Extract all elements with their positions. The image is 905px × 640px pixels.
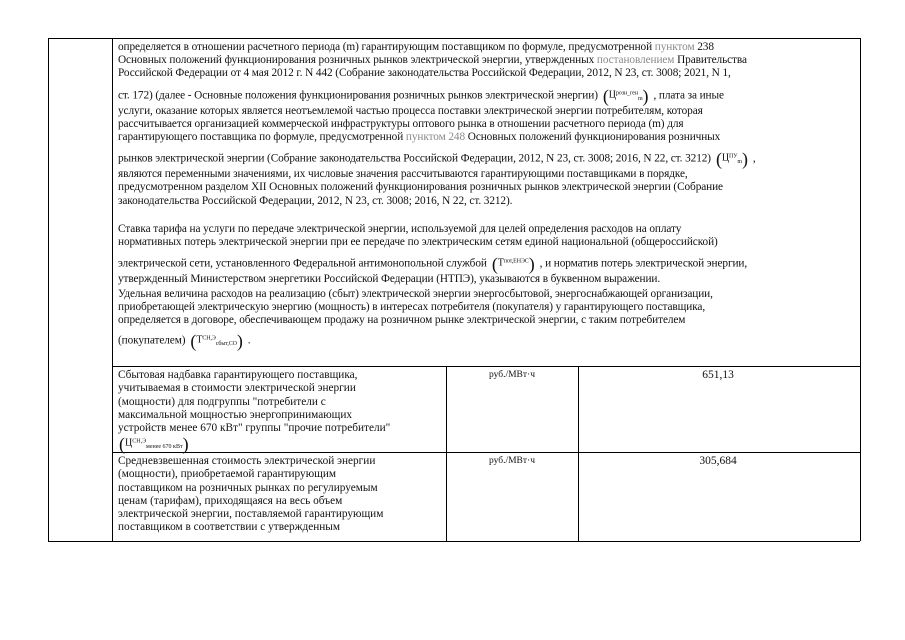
column-divider-value [578,366,579,541]
bottom-border [48,541,860,542]
formula-price-services: $(Ц^{ПУ}_m)$ [715,149,748,170]
formula-sales-cost: $(Т^{СН,Э}_{сбыт,СО})$ [190,330,243,351]
p1-line11: законодательства Российской Федерации, 2012, N 23, ст. 3008; 2016, N 22, ст. 3212). [118,194,513,207]
p1-line7: гарантирующего поставщика по формуле, предусмотренной пунктом 248 Основных положений функционирования розничных [118,131,721,144]
p1-line9: являются переменными значениями, их числовые значения рассчитываются гарантирующими поставщиками в порядке, [118,168,688,181]
p3-line1: Удельная величина расходов на реализацию (сбыт) электрической энергии энергосбытовой, энергоснабжающей организации, [118,288,713,300]
p2-line4: утвержденный Министерством энергетики Российской Федерации (НТПЭ), указываются в буквенном выражении. [118,273,661,286]
row2-value: 305,684 [699,455,737,467]
p3-line3: определяется в договоре, обеспечивающем продажу на розничном рынке электрической энергии, с таким потребителем [118,314,686,327]
p1-line5: услуги, оказание которых является неотъемлемой частью процесса поставки электрической энергии потребителям, которая [118,104,703,117]
p2-line3: электрической сети, установленного Федеральной антимонопольной службой $(Т^{пот,ЕНЭС})$ , и норматив потерь электрической энергии, [118,254,748,275]
row1-value: 651,13 [702,369,734,381]
p2-line2: нормативных потерь электрической энергии при ее передаче по электрическим сетям единой национальной (общероссийской) [118,236,718,249]
row2-description [118,455,442,535]
formula-price-retail-gen: $(Ц^{розн\_ген}_m)$ [602,85,649,106]
row2-line2: (мощности), приобретаемой гарантирующим [118,468,337,481]
p1-line1: определяется в отношении расчетного периода (m) гарантирующим поставщиком по формуле, предусмотренной пунктом 238 [118,41,714,53]
row1-formula [118,435,442,453]
p1-line2: Основных положений функционирования розничных рынков электрической энергии, утвержденных постановлением Правительства [118,54,747,67]
p3-line4: (покупателем) $(Т^{СН,Э}_{сбыт,СО})$ . [118,330,251,351]
row1-line1: Сбытовая надбавка гарантирующего поставщика, [118,369,358,381]
p1-line3: Российской Федерации от 4 мая 2012 г. N 442 (Собрание законодательства Российской Федерации, 2012, N 23, ст. 3008; 2021, N 1, [118,67,731,80]
paragraph-1 [118,41,856,208]
p1-line8: рынков электрической энергии (Собрание законодательства Российской Федерации, 2012, N 23, ст. 3008; 2016, N 22, ст. 3212) $(Ц^{ПУ}_m)$ , [118,149,756,170]
row2-unit: руб./МВт·ч [489,456,535,466]
row1-line3: (мощности) для подгруппы "потребители с [118,395,326,408]
row2-line6: поставщиком в соответствии с утвержденным [118,521,341,534]
formula-tariff-losses: $(Т^{пот,ЕНЭС})$ [491,254,535,275]
row1-line4: максимальной мощностью энергопринимающих [118,408,353,421]
row2-line3: поставщиком на розничных рынках по регулируемым [118,481,378,494]
paragraph-2 [118,223,856,287]
p3-line2: приобретающей электрическую энергию (мощность) в интересах потребителя (покупателя) у гарантирующего поставщика, [118,301,706,314]
row1-description [118,369,442,453]
row2-line5: электрической энергии, поставляемой гарантирующим [118,508,384,521]
p1-line10: предусмотренном разделом XII Основных положений функционирования розничных рынков электрической энергии (Собрание [118,181,723,194]
paragraph-3 [118,288,856,350]
row-divider-1 [112,366,860,367]
formula-markup: $(Ц^{СН,Э}_{менее 670 кВт})$ [119,434,189,455]
row1-line2: учитываемая в стоимости электрической энергии [118,382,356,395]
row2-line1: Средневзвешенная стоимость электрической энергии [118,455,376,467]
row2-line4: ценам (тарифам), приходящаяся на весь объем [118,494,343,507]
top-border [48,38,860,39]
row1-unit: руб./МВт·ч [489,370,535,380]
p2-line1: Ставка тарифа на услуги по передаче электрической энергии, используемой для целей определения расходов на оплату [118,223,682,235]
column-divider-left [112,38,113,541]
row1-line5: устройств менее 670 кВт" группы "прочие потребители" [118,422,391,435]
p1-line4: ст. 172) (далее - Основные положения функционирования розничных рынков электрической энергии) $(Ц^{розн\_ген}_m)$ , плата за иные [118,85,724,106]
p1-line6: рассчитывается организацией коммерческой инфраструктуры оптового рынка в отношении расчетного периода (m) для [118,117,684,130]
column-divider-unit [446,366,447,541]
